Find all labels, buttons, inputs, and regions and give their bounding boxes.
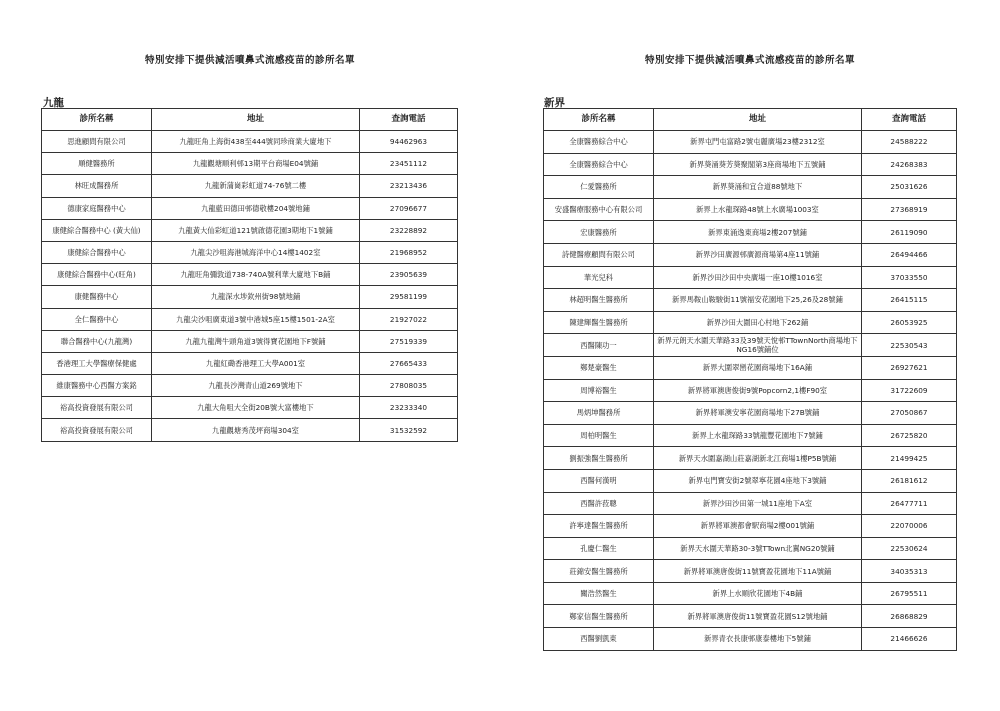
address-cell: 新界馬鞍山鞍駿街11號福安花園地下25,26及28號鋪 bbox=[654, 289, 862, 312]
table-row bbox=[544, 402, 957, 425]
clinic-name-cell: 鄭楚豪醫生 bbox=[544, 356, 654, 379]
address-cell: 九龍紅磡香港理工大學A001室 bbox=[152, 352, 360, 374]
address-cell: 九龍長沙灣青山道269號地下 bbox=[152, 375, 360, 397]
address-cell: 新界天水圍天華路30-3號TTown北翼NG20號鋪 bbox=[654, 537, 862, 560]
address-cell: 九龍尖沙咀海港城海洋中心14樓1402室 bbox=[152, 241, 360, 263]
phone-cell: 26181612 bbox=[862, 469, 957, 492]
phone-cell: 34035313 bbox=[862, 560, 957, 583]
table-body-new-territories bbox=[544, 131, 957, 651]
phone-cell: 26119090 bbox=[862, 221, 957, 244]
address-cell: 新界東涌逸東商場2樓207號鋪 bbox=[654, 221, 862, 244]
phone-cell: 27096677 bbox=[360, 197, 458, 219]
address-cell: 九龍觀塘順利邨13期平台商場E04號鋪 bbox=[152, 153, 360, 175]
phone-cell: 31532592 bbox=[360, 419, 458, 441]
table-row bbox=[544, 424, 957, 447]
address-cell: 新界屯門寶安街2號翠寧花園4座地下3號鋪 bbox=[654, 469, 862, 492]
clinic-name-cell: 順健醫務所 bbox=[42, 153, 152, 175]
address-cell: 新界青衣長康邨康泰樓地下5號鋪 bbox=[654, 628, 862, 651]
table-row bbox=[544, 560, 957, 583]
phone-cell: 29581199 bbox=[360, 286, 458, 308]
phone-cell: 94462963 bbox=[360, 131, 458, 153]
table-row bbox=[42, 397, 458, 419]
address-cell: 九龍深水埗欽州街98號地鋪 bbox=[152, 286, 360, 308]
clinic-name-cell: 聯合醫務中心(九龍灣) bbox=[42, 330, 152, 352]
address-cell: 新界將軍澳唐俊街11號寶盈花園地下11A號鋪 bbox=[654, 560, 862, 583]
table-row bbox=[544, 447, 957, 470]
table-row bbox=[42, 330, 458, 352]
table-row bbox=[544, 492, 957, 515]
table-row bbox=[42, 308, 458, 330]
clinic-name-cell: 裕高投資發展有限公司 bbox=[42, 419, 152, 441]
table-row bbox=[544, 176, 957, 199]
table-row bbox=[42, 264, 458, 286]
table-row bbox=[42, 241, 458, 263]
clinic-name-cell: 全康醫務綜合中心 bbox=[544, 131, 654, 154]
address-cell: 九龍新蒲崗彩虹道74-76號二樓 bbox=[152, 175, 360, 197]
clinic-name-cell: 劉振強醫生醫務所 bbox=[544, 447, 654, 470]
phone-cell: 24588222 bbox=[862, 131, 957, 154]
address-cell: 九龍黃大仙彩虹道121號啟德花園3期地下1號鋪 bbox=[152, 219, 360, 241]
table-row bbox=[544, 221, 957, 244]
clinic-name-cell: 康健綜合醫務中心 bbox=[42, 241, 152, 263]
phone-cell: 26725820 bbox=[862, 424, 957, 447]
phone-cell: 26053925 bbox=[862, 311, 957, 334]
clinic-name-cell: 鄭家信醫生醫務所 bbox=[544, 605, 654, 628]
table-row bbox=[42, 352, 458, 374]
clinic-table-new-territories bbox=[543, 108, 957, 651]
address-cell: 新界屯門屯富路2號屯麗廣場23樓2312室 bbox=[654, 131, 862, 154]
phone-cell: 26795511 bbox=[862, 582, 957, 605]
address-cell: 九龍旺角上海街438至444號同珍商業大廈地下 bbox=[152, 131, 360, 153]
address-cell: 九龍尖沙咀廣東道3號中港城5座15樓1501-2A室 bbox=[152, 308, 360, 330]
address-cell: 新界將軍澳唐俊街11號寶盈花園S12號地鋪 bbox=[654, 605, 862, 628]
table-row bbox=[544, 379, 957, 402]
address-cell: 新界將軍澳都會駅商場2樓001號鋪 bbox=[654, 515, 862, 538]
header-phone: 查詢電話 bbox=[360, 109, 458, 131]
table-row bbox=[544, 131, 957, 154]
header-clinic-name: 診所名稱 bbox=[42, 109, 152, 131]
table-row bbox=[42, 419, 458, 441]
phone-cell: 27368919 bbox=[862, 198, 957, 221]
table-row bbox=[544, 605, 957, 628]
clinic-name-cell: 康健綜合醫務中心 (黃大仙) bbox=[42, 219, 152, 241]
table-row bbox=[544, 266, 957, 289]
phone-cell: 21927022 bbox=[360, 308, 458, 330]
table-row bbox=[544, 153, 957, 176]
clinic-table-kowloon bbox=[41, 108, 458, 442]
phone-cell: 27050867 bbox=[862, 402, 957, 425]
phone-cell: 22070006 bbox=[862, 515, 957, 538]
address-cell: 九龍觀塘秀茂坪商場304室 bbox=[152, 419, 360, 441]
clinic-name-cell: 關浩然醫生 bbox=[544, 582, 654, 605]
address-cell: 新界大圍翠巒花園商場地下16A鋪 bbox=[654, 356, 862, 379]
phone-cell: 24268383 bbox=[862, 153, 957, 176]
table-row bbox=[544, 537, 957, 560]
clinic-name-cell: 西醫許菈聰 bbox=[544, 492, 654, 515]
phone-cell: 22530543 bbox=[862, 334, 957, 357]
header-phone: 查詢電話 bbox=[862, 109, 957, 131]
table-row bbox=[544, 469, 957, 492]
phone-cell: 26868829 bbox=[862, 605, 957, 628]
table-row bbox=[42, 286, 458, 308]
table-row bbox=[42, 131, 458, 153]
table-row bbox=[42, 197, 458, 219]
address-cell: 新界沙田沙田中央廣場一座10樓1016室 bbox=[654, 266, 862, 289]
phone-cell: 27665433 bbox=[360, 352, 458, 374]
clinic-name-cell: 安盛醫療服務中心有限公司 bbox=[544, 198, 654, 221]
clinic-name-cell: 華光兒科 bbox=[544, 266, 654, 289]
phone-cell: 23233340 bbox=[360, 397, 458, 419]
address-cell: 九龍九龍灣牛頭角道3號得寶花園地下F號鋪 bbox=[152, 330, 360, 352]
header-clinic-name: 診所名稱 bbox=[544, 109, 654, 131]
table-row bbox=[544, 243, 957, 266]
clinic-name-cell: 思進顧問有限公司 bbox=[42, 131, 152, 153]
table-row bbox=[42, 375, 458, 397]
phone-cell: 21499425 bbox=[862, 447, 957, 470]
table-body-kowloon bbox=[42, 131, 458, 442]
clinic-name-cell: 莊錦安醫生醫務所 bbox=[544, 560, 654, 583]
phone-cell: 31722609 bbox=[862, 379, 957, 402]
header-address: 地址 bbox=[152, 109, 360, 131]
clinic-name-cell: 裕高投資發展有限公司 bbox=[42, 397, 152, 419]
clinic-name-cell: 全仁醫務中心 bbox=[42, 308, 152, 330]
phone-cell: 21968952 bbox=[360, 241, 458, 263]
address-cell: 九龍旺角彌敦道738-740A號利華大廈地下B鋪 bbox=[152, 264, 360, 286]
clinic-name-cell: 周博裕醫生 bbox=[544, 379, 654, 402]
phone-cell: 21466626 bbox=[862, 628, 957, 651]
phone-cell: 25031626 bbox=[862, 176, 957, 199]
address-cell: 新界上水龍琛路33號龍豐花園地下7號鋪 bbox=[654, 424, 862, 447]
address-cell: 九龍大角咀大全街20B號大富樓地下 bbox=[152, 397, 360, 419]
address-cell: 新界沙田廣源邨廣源商場第4座11號鋪 bbox=[654, 243, 862, 266]
phone-cell: 26927621 bbox=[862, 356, 957, 379]
phone-cell: 23451112 bbox=[360, 153, 458, 175]
phone-cell: 23905639 bbox=[360, 264, 458, 286]
clinic-name-cell: 德康家庭醫務中心 bbox=[42, 197, 152, 219]
phone-cell: 26494466 bbox=[862, 243, 957, 266]
page-title: 特別安排下提供減活噴鼻式流感疫苗的診所名單 bbox=[144, 55, 355, 66]
phone-cell: 23228892 bbox=[360, 219, 458, 241]
address-cell: 新界葵涌葵芳葵聚閣第3座商場地下五號鋪 bbox=[654, 153, 862, 176]
address-cell: 新界上水順欣花園地下4B鋪 bbox=[654, 582, 862, 605]
clinic-name-cell: 全康醫務綜合中心 bbox=[544, 153, 654, 176]
phone-cell: 23213436 bbox=[360, 175, 458, 197]
phone-cell: 26415115 bbox=[862, 289, 957, 312]
clinic-name-cell: 孔慶仁醫生 bbox=[544, 537, 654, 560]
table-row bbox=[544, 628, 957, 651]
address-cell: 新界元朗天水圍天華路33及39號天悅邨TTownNorth商場地下NG16號鋪位 bbox=[654, 334, 862, 357]
table-header-row bbox=[42, 109, 458, 131]
table-row bbox=[544, 311, 957, 334]
table-row bbox=[544, 515, 957, 538]
address-cell: 新界沙田大圍田心村地下262鋪 bbox=[654, 311, 862, 334]
address-cell: 新界葵涌和宜合道88號地下 bbox=[654, 176, 862, 199]
region-heading-kowloon: 九龍 bbox=[43, 97, 64, 109]
clinic-name-cell: 香港理工大學醫療保健處 bbox=[42, 352, 152, 374]
table-row bbox=[42, 219, 458, 241]
page-title: 特別安排下提供減活噴鼻式流感疫苗的診所名單 bbox=[644, 55, 855, 66]
clinic-name-cell: 西醫陳功一 bbox=[544, 334, 654, 357]
table-row bbox=[544, 198, 957, 221]
clinic-name-cell: 康健綜合醫務中心(旺角) bbox=[42, 264, 152, 286]
clinic-name-cell: 維康醫務中心西醫方案銘 bbox=[42, 375, 152, 397]
clinic-name-cell: 林旺成醫務所 bbox=[42, 175, 152, 197]
clinic-name-cell: 陳建輝醫生醫務所 bbox=[544, 311, 654, 334]
address-cell: 新界將軍澳唐俊街9號Popcorn2,1樓F90室 bbox=[654, 379, 862, 402]
address-cell: 新界上水龍琛路48號上水廣場1003室 bbox=[654, 198, 862, 221]
clinic-name-cell: 康健醫務中心 bbox=[42, 286, 152, 308]
table-row bbox=[544, 356, 957, 379]
clinic-name-cell: 宏康醫務所 bbox=[544, 221, 654, 244]
clinic-name-cell: 西醫何漢明 bbox=[544, 469, 654, 492]
table-row bbox=[544, 582, 957, 605]
table-header-row bbox=[544, 109, 957, 131]
clinic-name-cell: 周柏明醫生 bbox=[544, 424, 654, 447]
phone-cell: 27519339 bbox=[360, 330, 458, 352]
header-address: 地址 bbox=[654, 109, 862, 131]
phone-cell: 27808035 bbox=[360, 375, 458, 397]
phone-cell: 26477711 bbox=[862, 492, 957, 515]
phone-cell: 37033550 bbox=[862, 266, 957, 289]
phone-cell: 22530624 bbox=[862, 537, 957, 560]
clinic-name-cell: 馬炳坤醫務所 bbox=[544, 402, 654, 425]
clinic-name-cell: 許寧達醫生醫務所 bbox=[544, 515, 654, 538]
clinic-name-cell: 林超明醫生醫務所 bbox=[544, 289, 654, 312]
address-cell: 新界天水圍嘉湖山莊嘉湖新北江商場1樓P5B號鋪 bbox=[654, 447, 862, 470]
region-heading-new-territories: 新界 bbox=[544, 97, 565, 109]
address-cell: 新界沙田沙田第一城11座地下A室 bbox=[654, 492, 862, 515]
address-cell: 九龍藍田德田邨德敬樓204號地鋪 bbox=[152, 197, 360, 219]
clinic-name-cell: 仁愛醫務所 bbox=[544, 176, 654, 199]
clinic-name-cell: 詩健醫療顧問有限公司 bbox=[544, 243, 654, 266]
table-row bbox=[42, 175, 458, 197]
table-row bbox=[544, 334, 957, 357]
table-row bbox=[544, 289, 957, 312]
table-row bbox=[42, 153, 458, 175]
clinic-name-cell: 西醫劉凱東 bbox=[544, 628, 654, 651]
address-cell: 新界將軍澳安寧花園商場地下27B號鋪 bbox=[654, 402, 862, 425]
